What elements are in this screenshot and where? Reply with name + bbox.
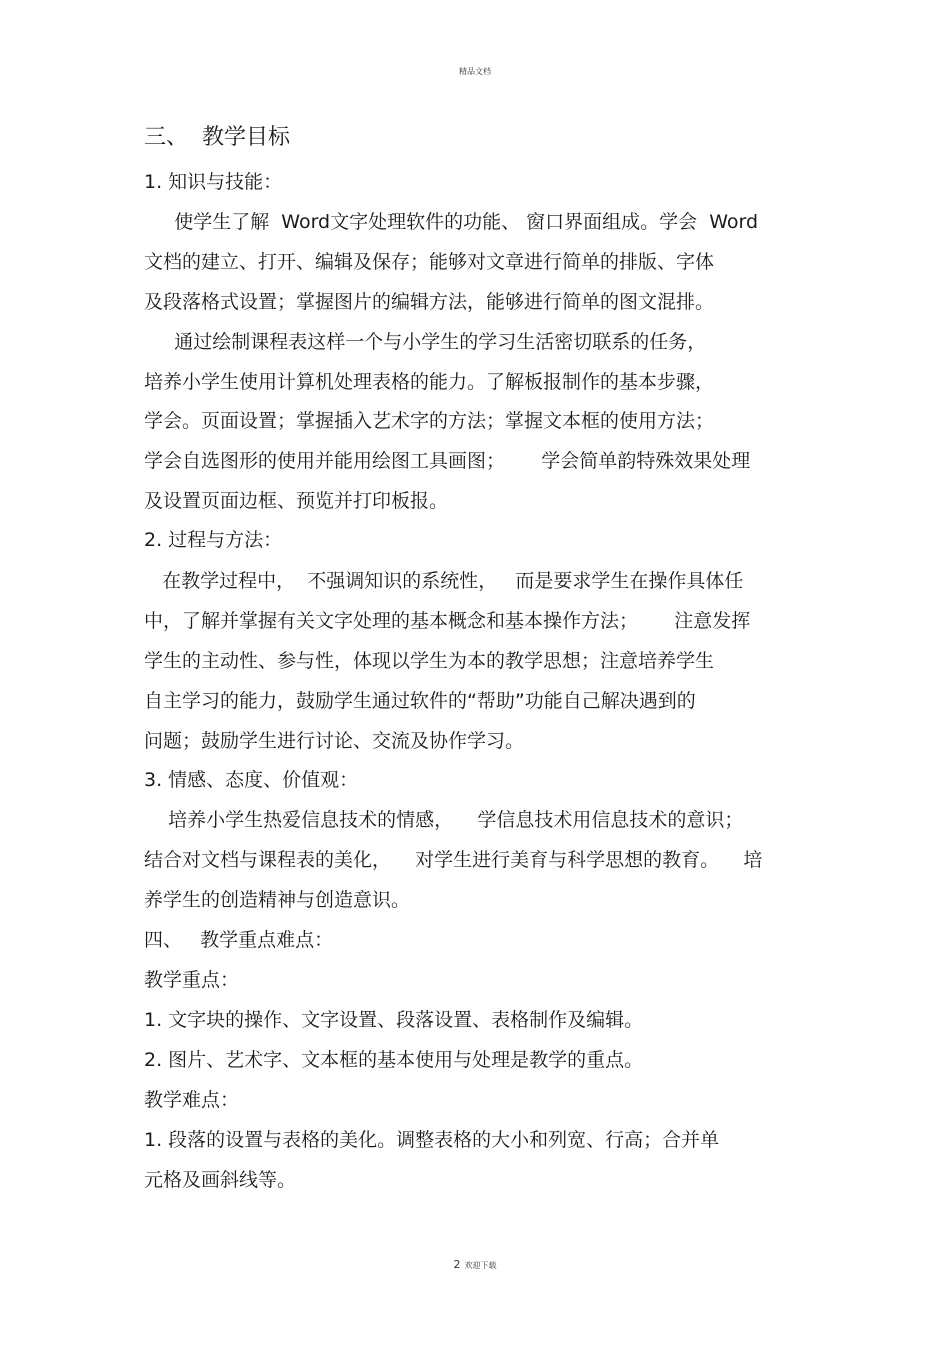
page-number: 2: [453, 1258, 461, 1271]
section-heading-objectives: 三、 教学目标: [144, 125, 290, 150]
list-item: 1. 文字块的操作、文字设置、段落设置、表格制作及编辑。: [144, 1009, 644, 1031]
paragraph-line: 问题；鼓励学生进行讨论、交流及协作学习。: [144, 730, 525, 752]
list-item: 元格及画斜线等。: [144, 1169, 297, 1191]
paragraph-line: 培养小学生使用计算机处理表格的能力。了解板报制作的基本步骤，: [144, 371, 715, 393]
subheading-knowledge-skills: 1. 知识与技能：: [144, 171, 283, 193]
paragraph-line: 养学生的创造精神与创造意识。: [144, 889, 411, 911]
page-header: 精品文档: [459, 67, 491, 76]
paragraph-line: 结合对文档与课程表的美化， 对学生进行美育与科学思想的教育。 培: [144, 849, 763, 871]
paragraph-line: 中，了解并掌握有关文字处理的基本概念和基本操作方法； 注意发挥: [144, 610, 751, 632]
paragraph-line: 学生的主动性、参与性，体现以学生为本的教学思想；注意培养学生: [144, 650, 715, 672]
paragraph-line: 使学生了解 Word文字处理软件的功能、 窗口界面组成。学会 Word: [144, 211, 759, 233]
list-item: 2. 图片、艺术字、文本框的基本使用与处理是教学的重点。: [144, 1049, 644, 1071]
subheading-process-methods: 2. 过程与方法：: [144, 529, 283, 551]
subheading-emotion-values: 3. 情感、态度、价值观：: [144, 769, 359, 791]
section-heading-key-difficult: 四、 教学重点难点：: [144, 929, 334, 951]
subheading-difficult-points: 教学难点：: [144, 1089, 240, 1111]
paragraph-line: 培养小学生热爱信息技术的情感， 学信息技术用信息技术的意识；: [144, 809, 744, 831]
paragraph-line: 学会。页面设置；掌握插入艺术字的方法；掌握文本框的使用方法；: [144, 410, 715, 432]
paragraph-line: 在教学过程中， 不强调知识的系统性， 而是要求学生在操作具体任: [144, 570, 744, 592]
paragraph-line: 及段落格式设置；掌握图片的编辑方法，能够进行简单的图文混排。: [144, 291, 715, 313]
paragraph-line: 学会自选图形的使用并能用绘图工具画图； 学会简单韵特殊效果处理: [144, 450, 751, 472]
paragraph-line: 文档的建立、打开、编辑及保存；能够对文章进行简单的排版、字体: [144, 251, 715, 273]
paragraph-line: 通过绘制课程表这样一个与小学生的学习生活密切联系的任务，: [144, 331, 707, 353]
paragraph-line: 及设置页面边框、预览并打印板报。: [144, 490, 449, 512]
page-footer: [0, 1258, 950, 1271]
list-item: 1. 段落的设置与表格的美化。调整表格的大小和列宽、行高；合并单: [144, 1129, 720, 1151]
footer-text: 欢迎下载: [464, 1261, 497, 1270]
paragraph-line: 自主学习的能力，鼓励学生通过软件的“帮助”功能自己解决遇到的: [144, 690, 696, 712]
subheading-key-points: 教学重点：: [144, 969, 240, 991]
